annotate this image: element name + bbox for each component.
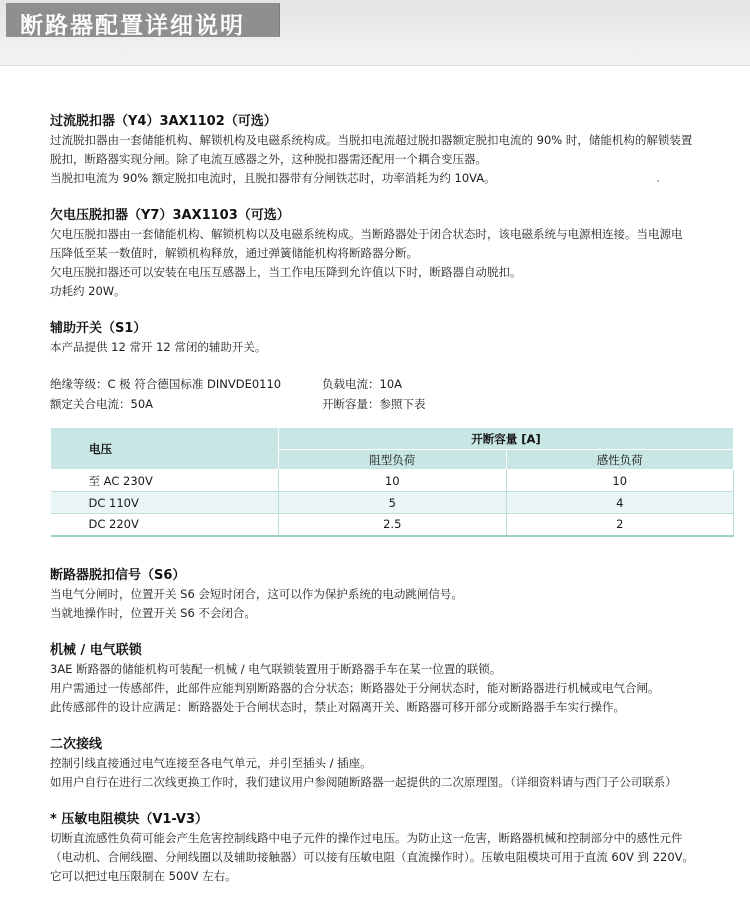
cell-voltage: 至 AC 230V — [51, 470, 279, 492]
header-band — [0, 0, 750, 66]
title-box — [6, 3, 280, 37]
paragraph-line: 控制引线直接通过电气连接至各电气单元，并引至插头 / 插座。 — [50, 755, 372, 770]
cell-resistive: 5 — [279, 492, 507, 514]
section-title: * 压敏电阻模块（V1-V3） — [50, 811, 208, 827]
table-row — [51, 492, 734, 514]
content — [50, 113, 740, 905]
paragraph-line: 如用户自行在进行二次线更换工作时，我们建议用户参阅随断路器一起提供的二次原理图。（详细资料请与西门子公司联系） — [50, 774, 677, 789]
spec-rated-closing: 额定关合电流：50A — [50, 397, 153, 411]
spec-grid — [50, 375, 740, 414]
section-title: 二次接线 — [50, 736, 103, 752]
cell-voltage: DC 220V — [51, 514, 279, 536]
page-title: 断路器配置详细说明 — [20, 13, 245, 39]
paragraph-line: 当脱扣电流为 90% 额定脱扣电流时，且脱扣器带有分闸铁芯时，功率消耗为约 10VA。 — [50, 171, 496, 185]
breaking-capacity-table — [50, 427, 734, 537]
paragraph-line: 3AE 断路器的储能机构可装配一机械 / 电气联锁装置用于断路器手车在某一位置的联锁。 — [50, 661, 502, 676]
paragraph-line: 欠电压脱扣器由一套储能机构、解锁机构以及电磁系统构成。当断路器处于闭合状态时，该电磁系统与电源相连接。当电源电 — [50, 227, 683, 241]
section-interlock — [50, 642, 740, 717]
paragraph-line: 过流脱扣器由一套储能机构、解锁机构及电磁系统构成。当脱扣电流超过脱扣器额定脱扣电流的 90% 时，储能机构的解锁装置 — [50, 133, 693, 147]
section-title: 辅助开关（S1） — [50, 321, 147, 336]
col-header-breaking: 开断容量 [A] — [279, 428, 734, 450]
paragraph-line: 当电气分闸时，位置开关 S6 会短时闭合，这可以作为保护系统的电动跳闸信号。 — [50, 586, 463, 601]
cell-voltage: DC 110V — [51, 492, 279, 514]
section-overcurrent-release — [50, 113, 740, 188]
cell-resistive: 2.5 — [279, 514, 507, 536]
paragraph-line: 欠电压脱扣器还可以安装在电压互感器上，当工作电压降到允许值以下时，断路器自动脱扣。 — [50, 265, 522, 279]
cell-inductive: 4 — [506, 492, 734, 514]
paragraph-line: 本产品提供 12 常开 12 常闭的辅助开关。 — [50, 340, 267, 354]
paragraph-line: 功耗约 20W。 — [50, 284, 126, 298]
paragraph-line: （电动机、合闸线圈、分闸线圈以及辅助接触器）可以接有压敏电阻（直流操作时）。压敏电阻模块可用于直流 60V 到 220V。 — [50, 849, 695, 864]
breaking-capacity-table-wrap — [50, 427, 734, 537]
spec-insulation: 绝缘等级：C 极 符合德国标准 DINVDE0110 — [50, 377, 282, 391]
spec-load-current: 负载电流：10A — [322, 377, 402, 391]
cell-resistive: 10 — [279, 470, 507, 492]
section-trip-signal — [50, 567, 740, 623]
col-header-voltage: 电压 — [51, 428, 279, 470]
paragraph-line: 切断直流感性负荷可能会产生危害控制线路中电子元件的操作过电压。为防止这一危害，断路器机械和控制部分中的感性元件 — [50, 830, 683, 845]
cell-inductive: 10 — [506, 470, 734, 492]
paragraph-line: 用户需通过一传感部件，此部件应能判别断路器的合分状态；断路器处于分闸状态时，能对断路器进行机械或电气合闸。 — [50, 680, 660, 695]
col-header-inductive: 感性负荷 — [506, 450, 734, 470]
section-undervoltage-release — [50, 207, 740, 301]
section-auxiliary-switch — [50, 320, 740, 537]
section-title: 断路器脱扣信号（S6） — [50, 567, 186, 583]
section-secondary-wiring — [50, 736, 740, 792]
section-varistor-module — [50, 811, 740, 886]
table-row — [51, 470, 734, 492]
cell-inductive: 2 — [506, 514, 734, 536]
table-row — [51, 514, 734, 536]
section-title: 机械 / 电气联锁 — [50, 642, 142, 658]
paragraph-line: 当就地操作时，位置开关 S6 不会闭合。 — [50, 605, 256, 620]
paragraph-line: 脱扣，断路器实现分闸。除了电流互感器之外，这种脱扣器需还配用一个耦合变压器。 — [50, 152, 487, 166]
section-title: 欠电压脱扣器（Y7）3AX1103（可选） — [50, 208, 290, 223]
spec-breaking: 开断容量：参照下表 — [322, 397, 426, 411]
section-title: 过流脱扣器（Y4）3AX1102（可选） — [50, 114, 277, 129]
paragraph-line: 压降低至某一数值时，解锁机构释放，通过弹簧储能机构将断路器分断。 — [50, 246, 418, 260]
paragraph-line: 此传感部件的设计应满足：断路器处于合闸状态时，禁止对隔离开关、断路器可移开部分或断路器手车实行操作。 — [50, 699, 625, 714]
col-header-resistive: 阻型负荷 — [279, 450, 507, 470]
paragraph-line: 它可以把过电压限制在 500V 左右。 — [50, 868, 237, 883]
